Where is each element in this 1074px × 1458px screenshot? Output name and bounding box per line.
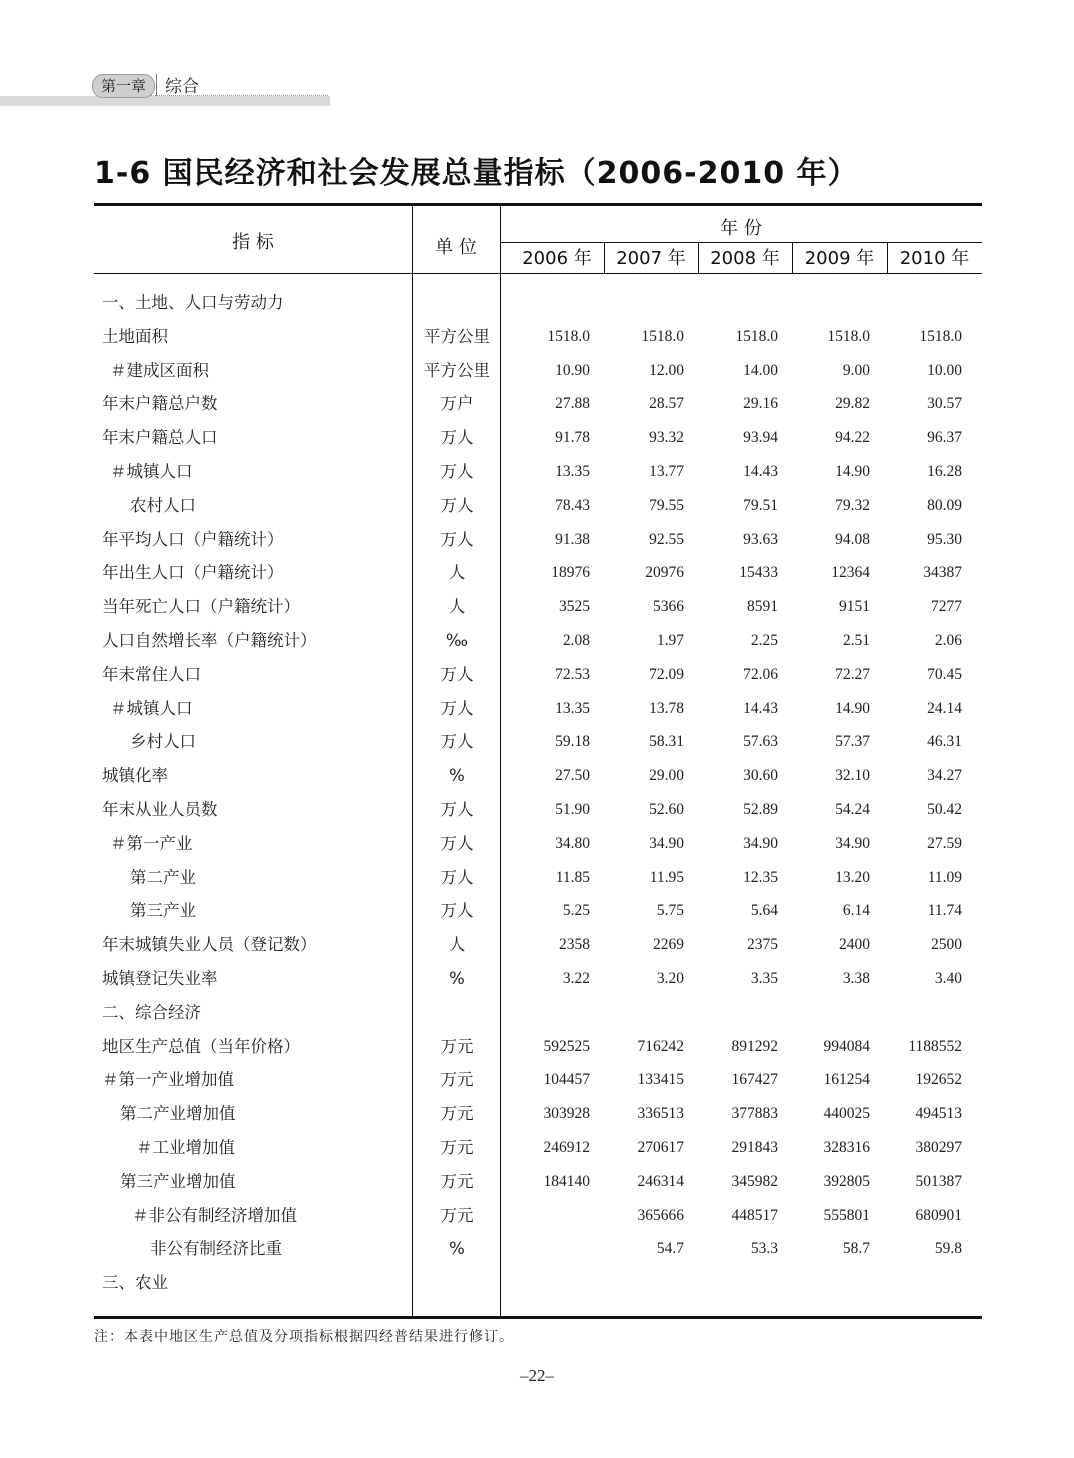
row-label: 年末城镇失业人员（登记数） xyxy=(102,935,317,955)
table-row xyxy=(94,793,982,827)
row-label: ＃非公有制经济增加值 xyxy=(132,1205,297,1225)
row-value-2006: 11.85 xyxy=(555,868,590,886)
row-unit: 万户 xyxy=(440,394,474,414)
row-unit: 人 xyxy=(448,935,466,955)
row-unit: 平方公里 xyxy=(424,360,490,380)
header-separator xyxy=(156,74,157,96)
table-row xyxy=(94,827,982,861)
row-unit: 万人 xyxy=(440,664,474,684)
row-value-2007: 270617 xyxy=(637,1139,684,1156)
row-label: 年出生人口（户籍统计） xyxy=(102,563,284,583)
table-row xyxy=(94,962,982,996)
row-unit: 万元 xyxy=(440,1138,474,1157)
row-value-2006: 13.35 xyxy=(555,463,590,480)
row-value-2009: 12364 xyxy=(831,564,870,582)
table-row xyxy=(94,658,982,692)
row-value-2008: 5.64 xyxy=(750,902,778,920)
row-value-2009: 34.90 xyxy=(835,834,870,852)
table-row xyxy=(94,320,982,354)
row-unit: 人 xyxy=(448,563,466,583)
row-value-2009: 32.10 xyxy=(835,767,870,785)
year-group-rule xyxy=(500,242,982,243)
table-row xyxy=(94,1199,982,1233)
row-unit: 人 xyxy=(448,597,466,617)
row-value-2007: 2269 xyxy=(653,936,684,954)
row-label: ＃第一产业 xyxy=(110,833,193,853)
table-row xyxy=(94,590,982,624)
row-label: 地区生产总值（当年价格） xyxy=(102,1036,300,1056)
table-row xyxy=(94,1232,982,1266)
row-value-2008: 93.94 xyxy=(743,429,778,447)
row-value-2010: 380297 xyxy=(915,1139,962,1156)
year-header: 2008 年 xyxy=(710,248,780,269)
row-value-2010: 70.45 xyxy=(927,665,962,683)
row-value-2006: 3.22 xyxy=(562,970,590,987)
table-row xyxy=(94,421,982,455)
table-row xyxy=(94,387,982,421)
table-row xyxy=(94,455,982,489)
row-value-2007: 13.77 xyxy=(649,463,684,480)
row-value-2007: 20976 xyxy=(645,564,684,582)
row-value-2007: 336513 xyxy=(637,1105,684,1123)
row-unit: 万人 xyxy=(440,462,474,481)
row-unit: 万人 xyxy=(440,529,474,549)
years-group-header: 年 份 xyxy=(720,218,762,239)
row-value-2007: 1518.0 xyxy=(641,327,684,345)
row-value-2009: 392805 xyxy=(823,1172,870,1190)
row-value-2008: 34.90 xyxy=(743,834,778,852)
row-value-2007: 52.60 xyxy=(649,801,684,818)
row-value-2009: 6.14 xyxy=(842,902,870,920)
row-value-2006: 104457 xyxy=(543,1071,590,1089)
row-label: 二、综合经济 xyxy=(102,1002,201,1022)
row-value-2008: 57.63 xyxy=(743,733,778,751)
row-value-2008: 167427 xyxy=(731,1071,778,1089)
row-value-2006: 51.90 xyxy=(555,801,590,818)
row-value-2007: 58.31 xyxy=(649,733,684,751)
row-value-2010: 680901 xyxy=(915,1206,962,1224)
row-value-2009: 79.32 xyxy=(835,496,870,514)
row-value-2010: 1518.0 xyxy=(919,327,962,345)
row-value-2006: 184140 xyxy=(543,1172,590,1190)
row-label: 第二产业 xyxy=(130,867,196,887)
row-value-2007: 716242 xyxy=(637,1037,684,1055)
row-value-2008: 891292 xyxy=(731,1037,778,1055)
row-value-2006: 2.08 xyxy=(562,632,590,649)
row-value-2008: 2375 xyxy=(747,936,778,954)
row-value-2009: 9151 xyxy=(839,598,870,616)
row-value-2007: 93.32 xyxy=(649,429,684,447)
table-row xyxy=(94,1131,982,1165)
row-value-2006: 303928 xyxy=(543,1105,590,1123)
row-value-2009: 72.27 xyxy=(835,665,870,683)
row-value-2009: 29.82 xyxy=(835,395,870,413)
row-value-2007: 11.95 xyxy=(649,868,684,886)
row-value-2010: 34.27 xyxy=(927,767,962,785)
row-value-2009: 14.90 xyxy=(835,699,870,717)
row-value-2006: 91.78 xyxy=(555,429,590,447)
row-value-2007: 246314 xyxy=(637,1172,684,1190)
row-value-2006: 13.35 xyxy=(555,699,590,717)
row-value-2006: 592525 xyxy=(543,1037,590,1055)
row-value-2010: 501387 xyxy=(915,1172,962,1190)
unit-header: 单 位 xyxy=(435,237,477,258)
row-value-2008: 14.43 xyxy=(743,463,778,480)
row-value-2006: 34.80 xyxy=(555,834,590,852)
row-value-2010: 11.09 xyxy=(927,868,962,886)
row-value-2009: 9.00 xyxy=(842,361,870,379)
row-value-2008: 53.3 xyxy=(750,1240,778,1258)
row-value-2007: 12.00 xyxy=(649,361,684,379)
row-value-2010: 2.06 xyxy=(934,632,962,649)
row-value-2007: 5.75 xyxy=(656,902,684,920)
row-value-2009: 2.51 xyxy=(842,632,870,649)
row-value-2009: 994084 xyxy=(823,1037,870,1055)
row-label: ＃建成区面积 xyxy=(110,360,209,380)
row-value-2007: 13.78 xyxy=(649,699,684,717)
row-unit: 万人 xyxy=(440,901,474,921)
row-value-2010: 7277 xyxy=(931,598,962,616)
page-number: –22– xyxy=(520,1366,554,1385)
table-row xyxy=(94,556,982,590)
row-value-2010: 50.42 xyxy=(927,801,962,818)
row-value-2010: 16.28 xyxy=(927,463,962,480)
row-value-2008: 72.06 xyxy=(743,665,778,683)
row-value-2009: 13.20 xyxy=(835,868,870,886)
row-value-2010: 494513 xyxy=(915,1105,962,1123)
row-value-2007: 79.55 xyxy=(649,496,684,514)
row-value-2010: 34387 xyxy=(923,564,962,582)
row-value-2010: 1188552 xyxy=(908,1037,962,1055)
row-unit: % xyxy=(449,766,465,786)
row-unit: 万元 xyxy=(440,1036,474,1056)
row-value-2009: 1518.0 xyxy=(827,327,870,345)
row-value-2010: 30.57 xyxy=(927,395,962,413)
row-unit: 万人 xyxy=(440,833,474,853)
row-value-2007: 28.57 xyxy=(649,395,684,413)
row-value-2008: 377883 xyxy=(731,1105,778,1123)
row-value-2010: 10.00 xyxy=(927,361,962,379)
row-label: 年平均人口（户籍统计） xyxy=(102,529,284,549)
row-unit: 万人 xyxy=(440,867,474,887)
row-value-2009: 58.7 xyxy=(842,1240,870,1258)
row-value-2009: 161254 xyxy=(823,1071,870,1089)
row-label: 土地面积 xyxy=(102,326,168,346)
section-title: 综合 xyxy=(165,77,199,97)
row-value-2009: 57.37 xyxy=(835,733,870,751)
row-value-2008: 52.89 xyxy=(743,801,778,818)
row-label: ＃工业增加值 xyxy=(136,1138,235,1157)
row-value-2009: 2400 xyxy=(839,936,870,954)
row-label: ＃城镇人口 xyxy=(110,462,193,481)
row-label: 年末从业人员数 xyxy=(102,800,218,819)
row-value-2006: 1518.0 xyxy=(547,327,590,345)
row-value-2008: 3.35 xyxy=(750,970,778,987)
header-band xyxy=(0,96,330,106)
row-value-2010: 192652 xyxy=(915,1071,962,1089)
row-value-2008: 12.35 xyxy=(743,868,778,886)
row-unit: 万元 xyxy=(440,1205,474,1225)
row-value-2006: 72.53 xyxy=(555,665,590,683)
row-value-2008: 14.43 xyxy=(743,699,778,717)
row-unit: 平方公里 xyxy=(424,326,490,346)
year-header: 2010 年 xyxy=(899,248,970,269)
row-value-2006: 27.50 xyxy=(555,767,590,785)
row-label: 年末常住人口 xyxy=(102,664,201,684)
row-value-2008: 2.25 xyxy=(750,632,778,649)
row-value-2007: 72.09 xyxy=(649,665,684,683)
row-label: 农村人口 xyxy=(130,495,196,515)
row-value-2010: 27.59 xyxy=(927,834,962,852)
row-value-2006: 246912 xyxy=(543,1139,590,1156)
row-value-2008: 345982 xyxy=(731,1172,778,1190)
table-note: 注：本表中地区生产总值及分项指标根据四经普结果进行修订。 xyxy=(94,1329,514,1345)
table-row xyxy=(94,624,982,658)
row-label: 第三产业 xyxy=(130,901,196,921)
row-value-2009: 3.38 xyxy=(842,970,870,987)
row-value-2007: 54.7 xyxy=(656,1240,684,1258)
row-value-2006: 78.43 xyxy=(555,496,590,514)
row-value-2010: 80.09 xyxy=(927,496,962,514)
row-value-2007: 5366 xyxy=(653,598,684,616)
row-value-2008: 30.60 xyxy=(743,767,778,785)
table-row xyxy=(94,1030,982,1064)
row-label: 当年死亡人口（户籍统计） xyxy=(102,597,300,617)
header-bottom-rule xyxy=(94,273,982,274)
row-value-2006: 18976 xyxy=(551,564,590,582)
row-value-2007: 92.55 xyxy=(649,530,684,548)
row-value-2009: 94.22 xyxy=(835,429,870,447)
row-label: 城镇登记失业率 xyxy=(102,969,218,988)
row-value-2008: 93.63 xyxy=(743,530,778,548)
row-value-2008: 79.51 xyxy=(743,496,778,514)
row-value-2008: 1518.0 xyxy=(735,327,778,345)
row-label: 一、土地、人口与劳动力 xyxy=(102,293,284,312)
row-label: 三、农业 xyxy=(102,1273,168,1293)
row-label: 非公有制经济比重 xyxy=(150,1239,282,1259)
row-value-2009: 555801 xyxy=(823,1206,870,1224)
table-row xyxy=(94,354,982,388)
row-value-2008: 291843 xyxy=(731,1139,778,1156)
row-value-2007: 3.20 xyxy=(656,970,684,987)
table-row xyxy=(94,286,982,320)
row-value-2006: 2358 xyxy=(559,936,590,954)
row-unit: 万人 xyxy=(440,428,474,448)
row-unit: 万人 xyxy=(440,495,474,515)
row-label: 第二产业增加值 xyxy=(120,1104,236,1124)
row-value-2010: 3.40 xyxy=(934,970,962,987)
table-row xyxy=(94,692,982,726)
row-value-2006: 59.18 xyxy=(555,733,590,751)
row-unit: 万元 xyxy=(440,1104,474,1124)
chapter-badge: 第一章 xyxy=(92,74,155,98)
row-label: 第三产业增加值 xyxy=(120,1171,236,1191)
row-value-2006: 10.90 xyxy=(555,361,590,379)
table-top-rule xyxy=(94,203,982,206)
indicator-header: 指 标 xyxy=(232,232,274,253)
table-row xyxy=(94,894,982,928)
row-unit: % xyxy=(449,969,465,988)
page-title: 1-6 国民经济和社会发展总量指标（2006-2010 年） xyxy=(94,156,859,191)
row-value-2009: 440025 xyxy=(823,1105,870,1123)
row-value-2007: 365666 xyxy=(637,1206,684,1224)
row-value-2010: 24.14 xyxy=(927,699,962,717)
row-unit: % xyxy=(449,1239,465,1259)
row-value-2008: 448517 xyxy=(731,1206,778,1224)
row-value-2009: 54.24 xyxy=(835,801,870,818)
row-unit: 万元 xyxy=(440,1171,474,1191)
row-unit: 万人 xyxy=(440,698,474,718)
table-row xyxy=(94,489,982,523)
row-value-2007: 29.00 xyxy=(649,767,684,785)
table-row xyxy=(94,725,982,759)
row-unit: 万人 xyxy=(440,732,474,752)
row-value-2009: 94.08 xyxy=(835,530,870,548)
row-value-2007: 133415 xyxy=(637,1071,684,1089)
table-row xyxy=(94,928,982,962)
row-label: 年末户籍总人口 xyxy=(102,428,218,448)
table-row xyxy=(94,1266,982,1300)
row-value-2006: 5.25 xyxy=(562,902,590,920)
row-value-2010: 2500 xyxy=(931,936,962,954)
table-row xyxy=(94,1097,982,1131)
table-row xyxy=(94,996,982,1030)
year-header: 2009 年 xyxy=(804,248,875,269)
row-value-2008: 14.00 xyxy=(743,361,778,379)
table-row xyxy=(94,523,982,557)
row-label: 年末户籍总户数 xyxy=(102,394,218,414)
row-label: 城镇化率 xyxy=(102,766,168,786)
row-value-2006: 3525 xyxy=(559,598,590,616)
row-value-2008: 8591 xyxy=(747,598,778,616)
row-value-2008: 29.16 xyxy=(743,395,778,413)
row-value-2010: 11.74 xyxy=(927,902,962,920)
row-label: 人口自然增长率（户籍统计） xyxy=(102,631,317,650)
row-value-2007: 34.90 xyxy=(649,834,684,852)
row-unit: ‰ xyxy=(445,631,469,650)
row-value-2008: 15433 xyxy=(739,564,778,582)
table-row xyxy=(94,759,982,793)
row-value-2007: 1.97 xyxy=(656,632,684,649)
year-header: 2006 年 xyxy=(522,248,592,269)
row-label: ＃第一产业增加值 xyxy=(102,1070,234,1090)
row-value-2006: 91.38 xyxy=(555,530,590,548)
row-value-2009: 328316 xyxy=(823,1139,870,1156)
row-value-2010: 96.37 xyxy=(927,429,962,447)
row-value-2010: 59.8 xyxy=(934,1240,962,1258)
table-row xyxy=(94,1165,982,1199)
row-value-2006: 27.88 xyxy=(555,395,590,413)
table-row xyxy=(94,861,982,895)
row-value-2010: 46.31 xyxy=(927,733,962,751)
row-unit: 万元 xyxy=(440,1070,474,1090)
year-header: 2007 年 xyxy=(616,248,686,269)
row-value-2010: 95.30 xyxy=(927,530,962,548)
row-label: ＃城镇人口 xyxy=(110,698,193,718)
row-value-2009: 14.90 xyxy=(835,463,870,480)
row-label: 乡村人口 xyxy=(130,732,196,752)
row-unit: 万人 xyxy=(440,800,474,819)
table-row xyxy=(94,1063,982,1097)
table-bottom-rule xyxy=(94,1316,982,1319)
